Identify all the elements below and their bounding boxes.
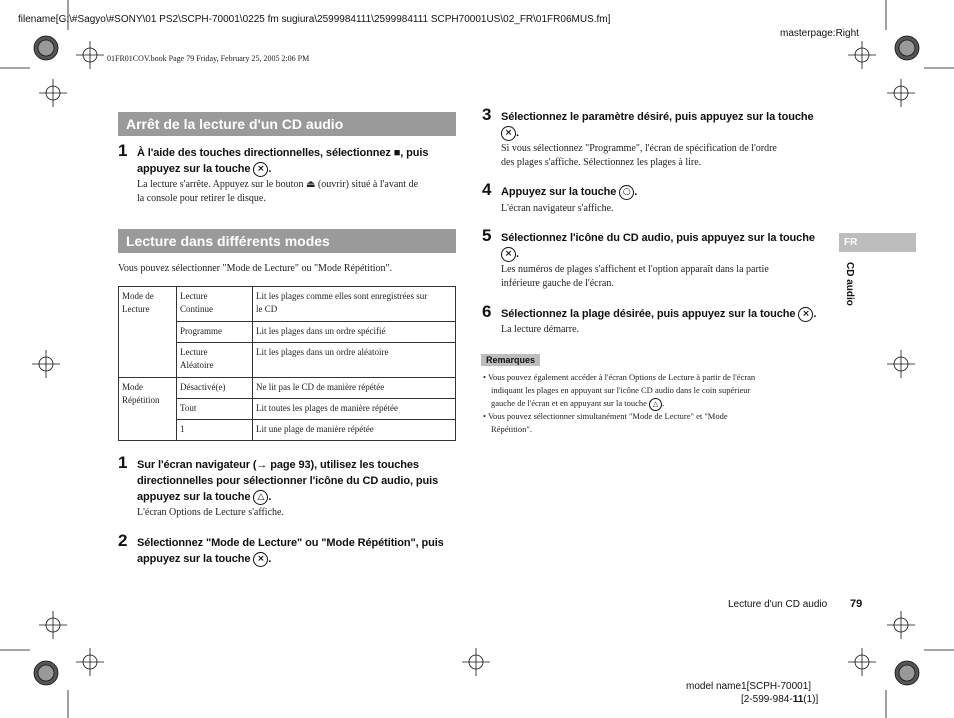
table-group-label: Mode de Lecture [119,287,177,378]
side-section-label: CD audio [844,262,855,306]
step-body: La lecture démarre. [501,324,580,335]
step-heading-line: Sélectionnez "Mode de Lecture" ou "Mode Répétition", puis [137,537,444,549]
table-row [119,287,456,322]
step-heading-line: appuyez sur la touche × . [137,553,272,565]
table-cell-option: 1 [177,420,253,441]
step-number: 6 [482,302,492,321]
remarques-label: Remarques [481,354,540,366]
step-number: 1 [118,141,128,160]
header-bookline: 01FR01COV.book Page 79 Friday, February 25, 2005 2:06 PM [107,54,310,63]
table-cell-desc: Lit les plages dans un ordre aléatoire [253,343,456,378]
section-intro: Vous pouvez sélectionner "Mode de Lecture" ou "Mode Répétition". [118,263,393,274]
step-heading: Sélectionnez la plage désirée, puis appuyez sur la touche × . [501,308,817,320]
step-number: 4 [482,180,492,199]
body-line: La lecture s'arrête. Appuyez sur le bouton ⏏ (ouvrir) situé à l'avant de [137,179,419,190]
language-tab: FR [839,233,916,252]
table-cell-desc: Lit les plages dans un ordre spécifié [253,322,456,343]
cross-button-icon: × [798,307,813,322]
table-cell-option: Programme [177,322,253,343]
header-filename: filename[G:\#Sagyo\#SONY\01 PS2\SCPH-70001\0225 fm sugiura\2599984111\2599984111 SCPH70001US\02_FR\01FR06MUS.fm] [18,14,611,25]
remarque-item: • Vous pouvez également accéder à l'écran Options de Lecture à partir de l'écran indiquant les plages en appuyant sur l'icône CD audio dans le coin supérieur gauche de l'écran et en appuyant sur la touche △ . [483,371,818,411]
step-number: 1 [118,453,128,472]
step-heading: Sélectionnez le paramètre désiré, puis appuyez sur la touche × . [501,111,814,139]
footer-model-name: model name1[SCPH-70001] [686,681,812,692]
table-cell-desc: Lit les plages comme elles sont enregistrées sur le CD [253,287,456,322]
step-heading [137,145,467,177]
step-body: L'écran Options de Lecture s'affiche. [137,507,284,518]
step-heading-line: directionnelles pour sélectionner l'icône du CD audio, puis [137,475,439,487]
body-line: la console pour retirer le disque. [137,193,266,204]
circle-button-icon: ○ [619,185,634,200]
section-title-stop: Arrêt de la lecture d'un CD audio [118,112,456,136]
page-number: 79 [850,598,863,610]
footer-running-title: Lecture d'un CD audio [728,599,828,610]
step-number: 2 [118,531,128,550]
step-heading-text: appuyez sur la touche [137,163,251,175]
table-row [119,378,456,399]
step-heading-line: appuyez sur la touche × . [137,163,272,175]
cross-button-icon: × [501,126,516,141]
step-heading: Sélectionnez l'icône du CD audio, puis appuyez sur la touche × . [501,232,815,260]
header-masterpage: masterpage:Right [780,28,859,39]
step-heading [137,535,467,567]
table-cell-option: Lecture Continue [177,287,253,322]
triangle-button-icon: △ [253,490,268,505]
table-group-label: Mode Répétition [119,378,177,441]
modes-table [118,286,456,441]
step-body: L'écran navigateur s'affiche. [501,203,614,214]
remarque-item: • Vous pouvez sélectionner simultanément "Mode de Lecture" et "Mode Répétition". [483,411,728,434]
step-heading [137,457,467,505]
table-cell-option: Lecture Aléatoire [177,343,253,378]
step-heading: Appuyez sur la touche ○ . [501,186,638,198]
step-heading-line: À l'aide des touches directionnelles, sélectionnez ■, puis [137,147,429,159]
table-cell-desc: Lit toutes les plages de manière répétée [253,399,456,420]
step-heading-line: appuyez sur la touche △ . [137,491,272,503]
cross-button-icon: × [253,162,268,177]
cross-button-icon: × [501,247,516,262]
cross-button-icon: × [253,552,268,567]
table-cell-option: Désactivé(e) [177,378,253,399]
table-cell-option: Tout [177,399,253,420]
step-body [137,178,467,206]
step-number: 5 [482,226,492,245]
triangle-button-icon: △ [649,398,662,411]
step-heading-line: Sur l'écran navigateur (→ page 93), utilisez les touches [137,459,419,471]
step-body: Si vous sélectionnez "Programme", l'écran de spécification de l'ordre des plages s'affiche. Sélectionnez les plages à lire. [501,143,777,168]
table-cell-desc: Ne lit pas le CD de manière répétée [253,378,456,399]
step-body: Les numéros de plages s'affichent et l'option apparaît dans la partie inférieure gauche de l'écran. [501,264,769,289]
footer-part-number: [2-599-984-11(1)] [741,694,819,705]
step-number: 3 [482,105,492,124]
table-cell-desc: Lit une plage de manière répétée [253,420,456,441]
section-title-modes: Lecture dans différents modes [118,229,456,253]
